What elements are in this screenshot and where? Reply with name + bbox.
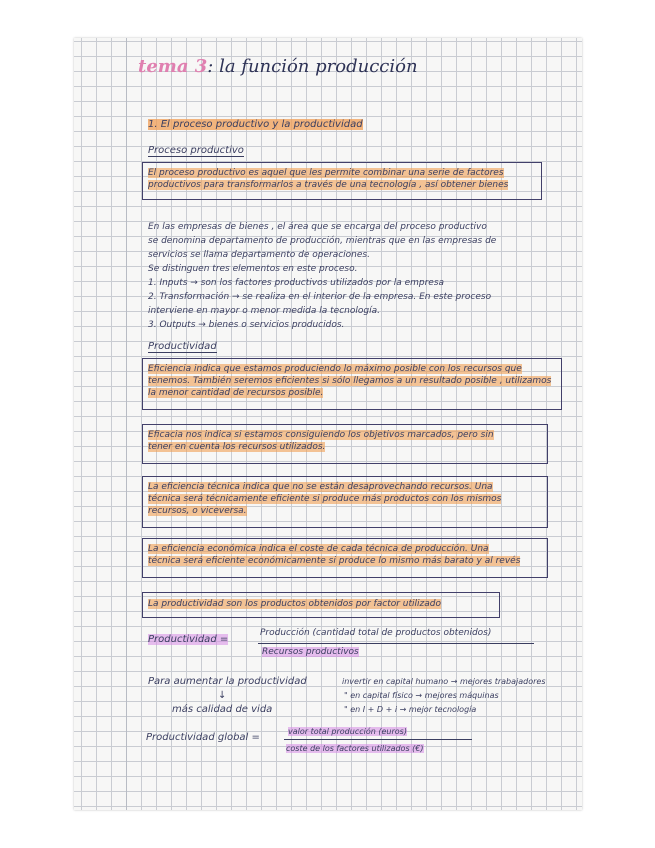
proceso-para-line-5: 1. Inputs → son los factores productivos utilizados por la empresa (148, 278, 445, 288)
calidad-vida-line: más calidad de vida (172, 704, 273, 715)
page-margin-line (126, 38, 127, 810)
title-prefix: tema 3 (138, 56, 208, 77)
eficiencia-line-3: la menor cantidad de recursos posible. (148, 388, 324, 398)
proceso-para-line-3: servicios se llama departamento de operaciones. (148, 250, 370, 260)
proceso-box-line-1: El proceso productivo es aquel que les permite combinar una serie de factores (148, 168, 504, 178)
formula-fraction-bar (258, 643, 534, 644)
proceso-para-line-4: Se distinguen tres elementos en este proceso. (148, 264, 358, 274)
proceso-para-line-6: 2. Transformación → se realiza en el interior de la empresa. En este proceso (148, 292, 492, 302)
aumentar-right-3: " en I + D + i → mejor tecnología (344, 705, 477, 714)
eficiencia-tecnica-text (148, 481, 501, 517)
eficiencia-economica-line-2: técnica será eficiente económicamente si produce lo mismo más barato y al revés (148, 556, 521, 566)
page-title (138, 56, 418, 77)
productividad-subheading: Productividad (148, 341, 217, 352)
productividad-definition-line: La productividad son los productos obtenidos por factor utilizado (148, 599, 441, 609)
eficacia-line-1: Eficacia nos indica si estamos consiguiendo los objetivos marcados, pero sin (148, 430, 494, 440)
formula-denominator: Recursos productivos (262, 647, 359, 657)
eficacia-line-2: tener en cuenta los recursos utilizados. (148, 442, 326, 452)
formula-left: Productividad = (148, 634, 229, 645)
aumentar-right-2: " en capital físico → mejores máquinas (344, 691, 499, 700)
eficiencia-line-2: tenemos. También seremos eficientes si sólo llegamos a un resultado posible , utilizamos (148, 376, 552, 386)
proceso-subheading: Proceso productivo (148, 145, 244, 156)
proceso-para-line-1: En las empresas de bienes , el área que se encarga del proceso productivo (148, 222, 487, 232)
eficiencia-tecnica-line-3: recursos, o viceversa. (148, 506, 247, 516)
formula-numerator: Producción (cantidad total de productos obtenidos) (260, 628, 492, 638)
proceso-para-line-2: se denomina departamento de producción, mientras que en las empresas de (148, 236, 497, 246)
eficacia-text (148, 429, 494, 453)
global-numerator: valor total producción (euros) (288, 727, 407, 736)
aumentar-arrow: ↓ (218, 690, 227, 701)
eficiencia-line-1: Eficiencia indica que estamos produciendo lo máximo posible con los recursos que (148, 364, 522, 374)
eficiencia-economica-line-1: La eficiencia económica indica el coste de cada técnica de producción. Una (148, 544, 489, 554)
proceso-definition-text (148, 167, 508, 191)
eficiencia-text (148, 363, 551, 399)
global-denominator: coste de los factores utilizados (€) (286, 744, 424, 753)
eficiencia-tecnica-line-2: técnica será técnicamente eficiente si produce más productos con los mismos (148, 494, 502, 504)
title-rest: : la función producción (207, 56, 418, 77)
eficiencia-economica-text (148, 543, 520, 567)
global-fraction-bar (284, 739, 472, 740)
proceso-box-line-2: productivos para transformarlos a través de una tecnología , así obtener bienes (148, 180, 509, 190)
productividad-definition-text (148, 598, 441, 610)
eficiencia-tecnica-line-1: La eficiencia técnica indica que no se están desaprovechando recursos. Una (148, 482, 493, 492)
aumentar-right-1: invertir en capital humano → mejores trabajadores (342, 677, 546, 686)
proceso-para-line-8: 3. Outputs → bienes o servicios producidos. (148, 320, 345, 330)
global-left: Productividad global = (146, 732, 260, 743)
proceso-para-line-7: interviene en mayor o menor medida la tecnología. (148, 306, 380, 316)
section-heading: 1. El proceso productivo y la productividad (148, 119, 363, 130)
aumentar-line: Para aumentar la productividad (148, 676, 307, 687)
